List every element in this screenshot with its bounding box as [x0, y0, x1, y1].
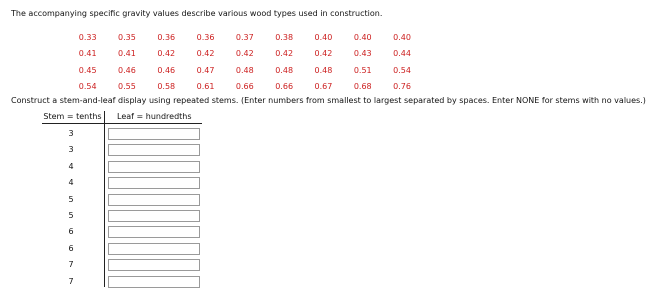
- stem-value: 7: [68, 276, 74, 286]
- stem-value: 6: [68, 227, 74, 237]
- data-value: 0.66: [275, 82, 294, 92]
- table-row: [42, 257, 202, 273]
- stem-value: 6: [68, 243, 74, 253]
- data-row: [68, 63, 422, 79]
- table-row: [42, 241, 202, 257]
- instruction-text: Construct a stem-and-leaf display using repeated stems. (Enter numbers from smallest to largest separated by spaces. Enter NONE for stems with no values.): [11, 96, 646, 105]
- data-value: 0.37: [235, 33, 254, 42]
- data-value: 0.40: [314, 33, 333, 42]
- table-row: [42, 159, 202, 175]
- data-value: 0.40: [393, 33, 411, 42]
- data-value: 0.44: [393, 49, 411, 59]
- leaf-input[interactable]: [108, 276, 200, 288]
- table-row: [42, 192, 202, 208]
- data-row: [68, 30, 422, 46]
- table-row: [42, 208, 202, 224]
- data-value: 0.42: [235, 49, 254, 59]
- data-row: [68, 46, 422, 62]
- data-value: 0.42: [275, 49, 294, 59]
- leaf-input[interactable]: [108, 259, 200, 271]
- leaf-input[interactable]: [108, 161, 200, 173]
- stem-leaf-table: [42, 111, 202, 287]
- table-row: [42, 175, 202, 191]
- data-value: 0.61: [196, 82, 215, 92]
- data-value: 0.36: [196, 33, 215, 42]
- stem-value: 4: [68, 178, 74, 188]
- table-row: [42, 274, 202, 290]
- stem-header: Stem = tenths: [43, 112, 102, 121]
- data-value: 0.76: [393, 82, 411, 92]
- data-value: 0.40: [353, 33, 372, 42]
- data-value: 0.48: [314, 65, 333, 75]
- stem-value: 3: [68, 145, 74, 155]
- data-row: [68, 79, 422, 95]
- data-value: 0.43: [353, 49, 372, 59]
- data-value: 0.41: [118, 49, 136, 59]
- data-value: 0.35: [118, 33, 136, 42]
- leaf-input[interactable]: [108, 226, 200, 238]
- leaf-input[interactable]: [108, 128, 200, 140]
- data-value: 0.38: [275, 33, 294, 42]
- table-row: [42, 224, 202, 240]
- table-row: [42, 142, 202, 158]
- leaf-input[interactable]: [108, 177, 200, 189]
- leaf-input[interactable]: [108, 243, 200, 255]
- data-value: 0.41: [78, 49, 97, 59]
- data-value: 0.45: [78, 65, 97, 75]
- data-value: 0.42: [196, 49, 215, 59]
- leaf-input[interactable]: [108, 210, 200, 222]
- stem-value: 4: [68, 161, 74, 171]
- data-value: 0.58: [157, 82, 176, 92]
- stem-value: 3: [68, 129, 74, 138]
- table-row: [42, 126, 202, 142]
- data-value: 0.55: [118, 82, 136, 92]
- data-value: 0.48: [275, 65, 294, 75]
- data-value: 0.68: [353, 82, 372, 92]
- leaf-input[interactable]: [108, 144, 200, 156]
- data-value: 0.66: [235, 82, 254, 92]
- data-value: 0.51: [353, 65, 372, 75]
- data-values-grid: [68, 30, 422, 96]
- data-value: 0.46: [118, 65, 136, 75]
- data-value: 0.42: [157, 49, 176, 59]
- data-value: 0.67: [314, 82, 333, 92]
- leaf-input[interactable]: [108, 194, 200, 206]
- leaf-header: Leaf = hundredths: [117, 112, 192, 121]
- header-divider: [42, 123, 202, 124]
- stem-value: 5: [68, 211, 74, 220]
- intro-text: The accompanying specific gravity values describe various wood types used in construction.: [11, 9, 383, 18]
- data-value: 0.48: [235, 65, 254, 75]
- data-value: 0.46: [157, 65, 176, 75]
- data-value: 0.54: [393, 65, 411, 75]
- data-value: 0.33: [78, 33, 97, 42]
- data-value: 0.36: [157, 33, 176, 42]
- stem-value: 5: [68, 194, 74, 204]
- stem-value: 7: [68, 260, 74, 270]
- data-value: 0.42: [314, 49, 333, 59]
- data-value: 0.54: [78, 82, 97, 92]
- data-value: 0.47: [196, 65, 215, 75]
